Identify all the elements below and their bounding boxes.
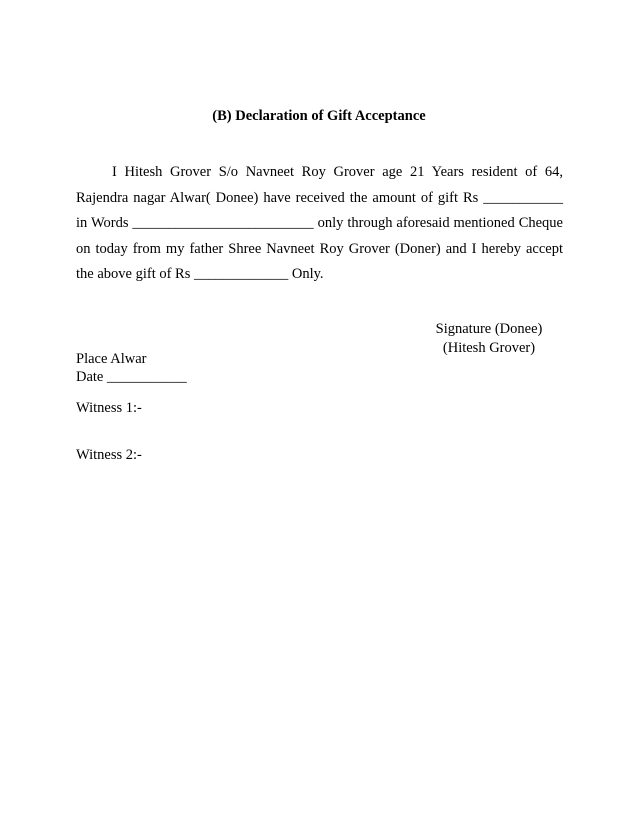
witness-1-line: Witness 1:- bbox=[76, 400, 142, 416]
signature-block bbox=[424, 320, 554, 358]
date-line: Date ___________ bbox=[76, 369, 187, 385]
declaration-paragraph bbox=[76, 160, 563, 288]
place-line: Place Alwar bbox=[76, 351, 147, 367]
signature-label: Signature (Donee) bbox=[435, 321, 543, 337]
page-title: (B) Declaration of Gift Acceptance bbox=[212, 108, 426, 124]
signature-name: (Hitesh Grover) bbox=[442, 340, 536, 356]
witness-2-line: Witness 2:- bbox=[76, 447, 142, 463]
declaration-text: I Hitesh Grover S/o Navneet Roy Grover age 21 Years resident of 64, Rajendra nagar Alwar( Donee) have received the amount of gift Rs ___________ in Words _________________________ only through aforesaid mentioned Cheque on today from my father Shree Navneet Roy Grover (Doner) and I hereby accept the above gift of Rs _____________ Only. bbox=[76, 164, 563, 282]
